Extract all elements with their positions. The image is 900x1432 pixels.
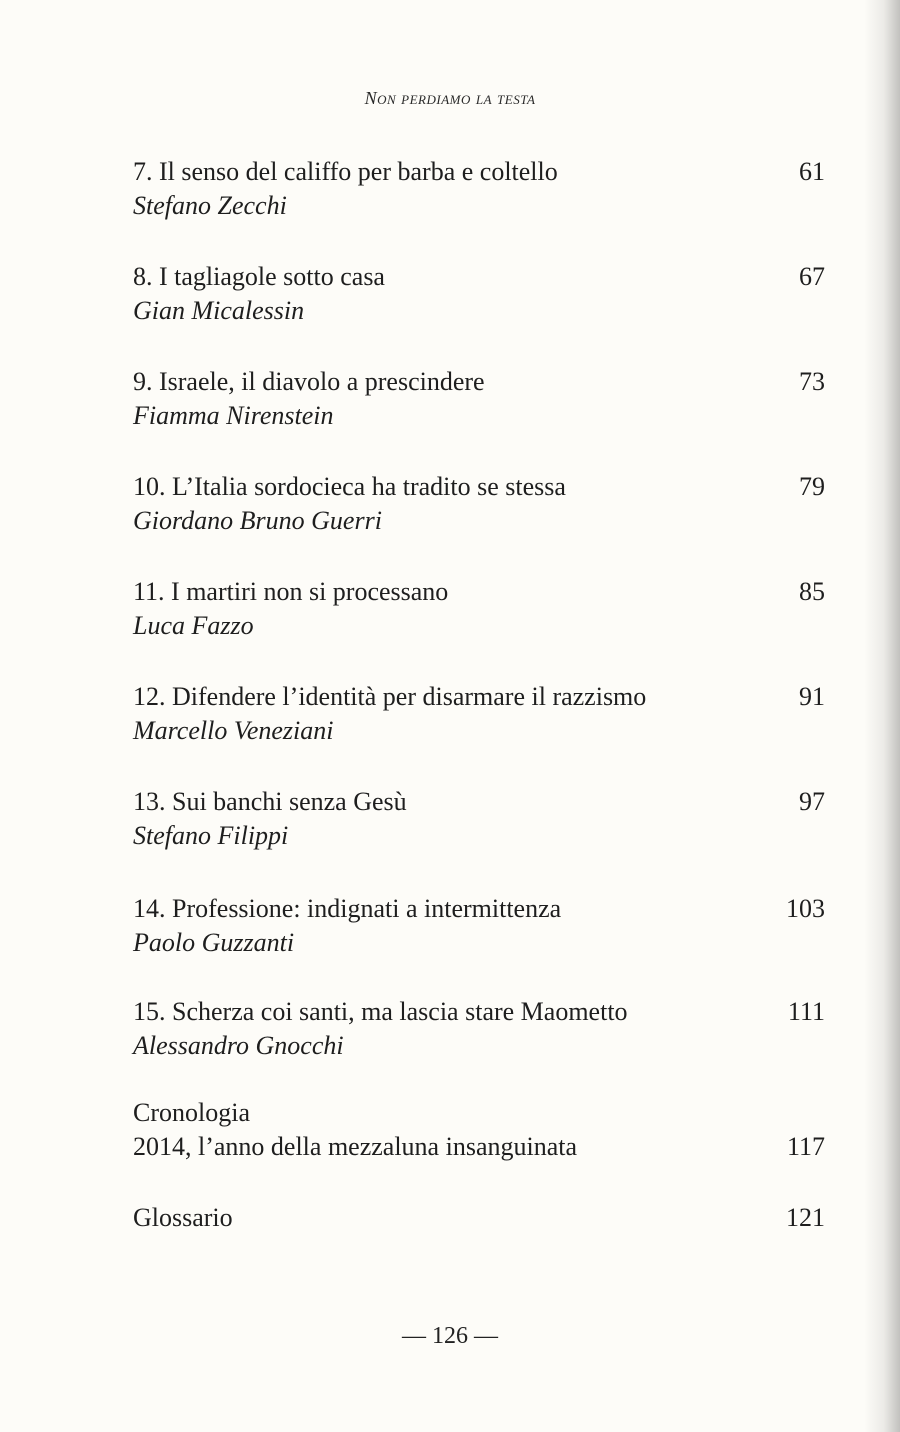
entry-author: Gian Micalessin xyxy=(133,296,305,325)
glossario-title: Glossario xyxy=(133,1203,233,1232)
entry-author: Marcello Veneziani xyxy=(133,716,334,745)
entry-title: 9. Israele, il diavolo a prescindere xyxy=(133,367,485,396)
toc-entry-14 xyxy=(133,892,825,960)
entry-author: Alessandro Gnocchi xyxy=(133,1031,344,1060)
entry-author: Stefano Filippi xyxy=(133,821,289,850)
entry-page-number: 79 xyxy=(799,472,825,501)
entry-author: Fiamma Nirenstein xyxy=(133,401,334,430)
entry-title: 10. L’Italia sordocieca ha tradito se stessa xyxy=(133,472,566,501)
entry-title: 13. Sui banchi senza Gesù xyxy=(133,787,407,816)
entry-page-number: 85 xyxy=(799,577,825,606)
page-folio: — 126 — xyxy=(402,1323,498,1349)
entry-page-number: 111 xyxy=(787,997,825,1026)
entry-title: 11. I martiri non si processano xyxy=(133,577,449,606)
entry-title: 15. Scherza coi santi, ma lascia stare Maometto xyxy=(133,997,628,1026)
entry-page-number: 103 xyxy=(786,894,825,923)
entry-page-number: 73 xyxy=(799,367,825,396)
binding-shadow xyxy=(864,0,900,1432)
entry-author: Paolo Guzzanti xyxy=(133,928,295,957)
entry-page-number: 67 xyxy=(799,262,825,291)
toc-entry-12 xyxy=(133,680,825,748)
entry-page-number: 117 xyxy=(786,1132,825,1161)
entry-page-number: 97 xyxy=(799,787,825,816)
entry-author: Luca Fazzo xyxy=(133,611,254,640)
cronologia-heading: Cronologia xyxy=(133,1098,250,1127)
entry-title: 8. I tagliagole sotto casa xyxy=(133,262,385,291)
entry-page-number: 91 xyxy=(799,682,825,711)
entry-author: Giordano Bruno Guerri xyxy=(133,506,382,535)
entry-title: 12. Difendere l’identità per disarmare il razzismo xyxy=(133,682,647,711)
toc-entry-7 xyxy=(133,155,825,223)
entry-page-number: 121 xyxy=(786,1203,825,1232)
toc-entry-9 xyxy=(133,365,825,433)
toc-entry-11 xyxy=(133,575,825,643)
running-head: Non perdiamo la testa xyxy=(364,88,536,108)
toc-entry-cronologia xyxy=(133,1096,825,1164)
entry-title: 14. Professione: indignati a intermittenza xyxy=(133,894,562,923)
entry-author: Stefano Zecchi xyxy=(133,191,287,220)
toc-entry-15 xyxy=(133,995,825,1063)
cronologia-title: 2014, l’anno della mezzaluna insanguinata xyxy=(133,1132,578,1161)
toc-entry-10 xyxy=(133,470,825,538)
toc-entry-8 xyxy=(133,260,825,328)
entry-page-number: 61 xyxy=(799,157,825,186)
toc-entry-13 xyxy=(133,785,825,853)
toc-entry-glossario xyxy=(133,1201,825,1235)
entry-title: 7. Il senso del califfo per barba e coltello xyxy=(133,157,558,186)
